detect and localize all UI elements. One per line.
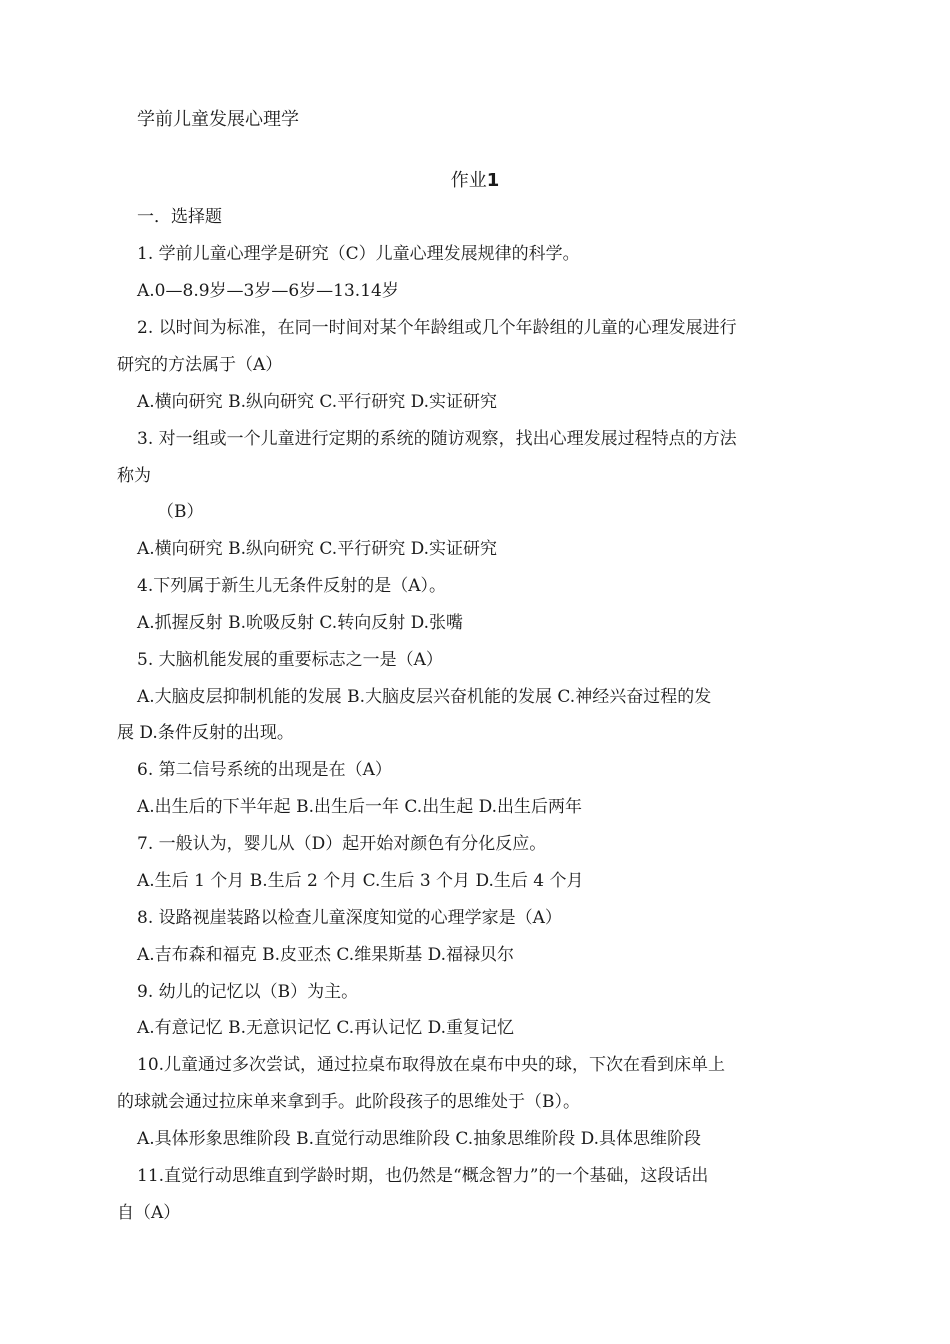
question-5-options-continued: 展 D.条件反射的出现。 [117,723,294,743]
question-6-options: A.出生后的下半年起 B.出生后一年 C.出生起 D.出生后两年 [137,797,583,817]
question-1-options: A.0—8.9岁—3岁—6岁—13.14岁 [137,281,399,301]
question-10: 10.儿童通过多次尝试，通过拉桌布取得放在桌布中央的球，下次在看到床单上 [137,1055,726,1075]
question-10-options: A.具体形象思维阶段 B.直觉行动思维阶段 C.抽象思维阶段 D.具体思维阶段 [137,1129,702,1149]
question-6: 6. 第二信号系统的出现是在（A） [137,760,392,780]
question-9: 9. 幼儿的记忆以（B）为主。 [137,982,359,1002]
question-3-options: A.横向研究 B.纵向研究 C.平行研究 D.实证研究 [137,539,498,559]
question-2-continued: 研究的方法属于（A） [117,355,283,375]
question-5: 5. 大脑机能发展的重要标志之一是（A） [137,650,443,670]
question-7: 7. 一般认为，婴儿从（D）起开始对颜色有分化反应。 [137,834,547,854]
question-2: 2. 以时间为标准，在同一时间对某个年龄组或几个年龄组的儿童的心理发展进行 [137,318,737,338]
question-4-options: A.抓握反射 B.吮吸反射 C.转向反射 D.张嘴 [137,613,464,633]
assignment-number: 1 [486,170,500,191]
question-11: 11.直觉行动思维直到学龄时期，也仍然是“概念智力”的一个基础，这段话出 [137,1166,709,1186]
question-1: 1. 学前儿童心理学是研究（C）儿童心理发展规律的科学。 [137,244,580,264]
question-11-continued: 自（A） [117,1203,181,1223]
question-4: 4.下列属于新生儿无条件反射的是（A）。 [137,576,446,596]
assignment-title [0,169,950,193]
question-10-continued: 的球就会通过拉床单来拿到手。此阶段孩子的思维处于（B）。 [117,1092,580,1112]
question-2-options: A.横向研究 B.纵向研究 C.平行研究 D.实证研究 [137,392,498,412]
question-3-continued: 称为 [117,466,151,486]
question-5-options: A.大脑皮层抑制机能的发展 B.大脑皮层兴奋机能的发展 C.神经兴奋过程的发 [137,687,712,707]
assignment-title-text: 作业 [450,170,487,191]
section-title: 一．选择题 [137,207,222,227]
question-7-options: A.生后 1 个月 B.生后 2 个月 C.生后 3 个月 D.生后 4 个月 [137,871,584,891]
question-8: 8. 设路视崖装路以检查儿童深度知觉的心理学家是（A） [137,908,562,928]
document-header-title: 学前儿童发展心理学 [137,109,299,130]
question-3: 3. 对一组或一个儿童进行定期的系统的随访观察，找出心理发展过程特点的方法 [137,429,737,449]
question-9-options: A.有意记忆 B.无意识记忆 C.再认记忆 D.重复记忆 [137,1018,515,1038]
question-8-options: A.吉布森和福克 B.皮亚杰 C.维果斯基 D.福禄贝尔 [137,945,515,965]
question-3-answer: （B） [157,502,204,522]
